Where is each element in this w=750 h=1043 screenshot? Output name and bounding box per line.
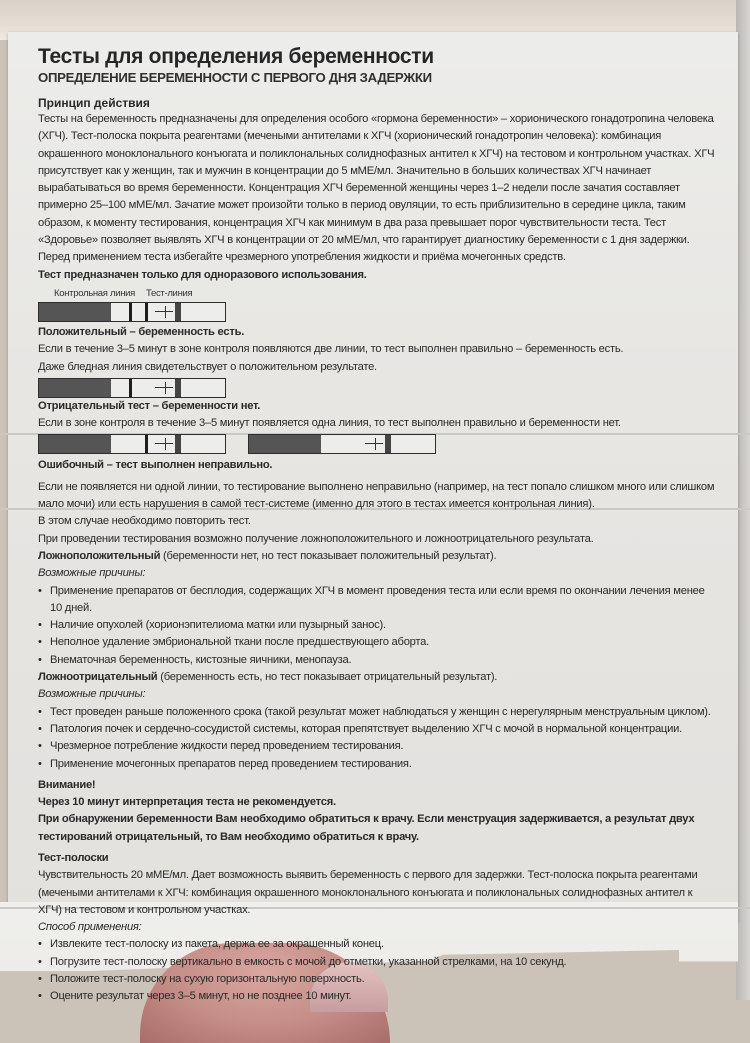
invalid-text-2: В этом случае необходимо повторить тест. xyxy=(38,515,251,528)
control-line xyxy=(129,379,132,397)
test-line xyxy=(145,303,148,321)
window-edge xyxy=(175,303,181,321)
false-positive-causes-label: Возможные причины: xyxy=(38,567,146,580)
principle-heading: Принцип действия xyxy=(38,96,150,110)
test-line-label: Тест-линия xyxy=(146,287,193,299)
warning-text-1: Через 10 минут интерпретация теста не рекомендуется. xyxy=(38,796,336,809)
list-item: • Патология почек и сердечно-сосудистой системы, которая препятствует выделению ХГЧ с мочой в нормальной концентрации. xyxy=(38,721,718,738)
strip-handle xyxy=(39,379,111,397)
strips-heading: Тест-полоски xyxy=(38,851,109,864)
list-item: • Оцените результат через 3–5 минут, но не позднее 10 минут. xyxy=(38,988,718,1005)
strips-text: Чувствительность 20 мМЕ/мл. Дает возможность выявить беременность с первого для задержки. Тест-полоска покрыта реагентами (мечеными антителами к ХГЧ: комбинация окрашенного моноклонального конъюгата и поликлональных солиднофазных антител к ХГЧ) на тестовом и контрольном участках. xyxy=(38,869,698,916)
leaflet-content xyxy=(38,40,718,1006)
box-edge xyxy=(736,0,750,1000)
test-strip-negative xyxy=(38,378,226,398)
positive-heading: Положительный – беременность есть. xyxy=(38,325,245,338)
test-strip-positive xyxy=(38,302,226,322)
list-item: • Неполное удаление эмбриональной ткани после предшествующего аборта. xyxy=(38,634,718,651)
arrow-mark xyxy=(165,382,166,394)
window-edge xyxy=(175,435,181,453)
list-item: • Применение препаратов от бесплодия, содержащих ХГЧ в момент проведения теста или если время по окончании лечения менее 10 дней. xyxy=(38,583,718,618)
false-positive-line xyxy=(38,548,718,565)
control-line-label: Контрольная линия xyxy=(54,287,136,299)
arrow-mark xyxy=(155,443,173,444)
negative-heading: Отрицательный тест – беременности нет. xyxy=(38,399,261,412)
list-item: • Погрузите тест-полоску вертикально в емкость с мочой до отметки, указанной стрелками, на 10 секунд. xyxy=(38,954,718,971)
arrow-mark xyxy=(365,443,383,444)
window-edge xyxy=(175,379,181,397)
strip-labels xyxy=(38,288,718,302)
false-negative-causes xyxy=(38,704,718,773)
test-strip-invalid-1 xyxy=(38,434,226,454)
arrow-mark xyxy=(155,311,173,312)
list-item: • Извлеките тест-полоску из пакета, держа ее за окрашенный конец. xyxy=(38,936,718,953)
control-line xyxy=(129,303,132,321)
negative-text-1: Если в зоне контроля в течение 3–5 минут появляется одна линия, то тест выполнен правильно и беременности нет. xyxy=(38,417,621,430)
false-negative-causes-label: Возможные причины: xyxy=(38,688,146,701)
strip-handle xyxy=(249,435,321,453)
test-line xyxy=(145,435,148,453)
list-item: • Положите тест-полоску на сухую горизонтальную поверхность. xyxy=(38,971,718,988)
test-strip-invalid-2 xyxy=(248,434,436,454)
invalid-heading: Ошибочный – тест выполнен неправильно. xyxy=(38,459,273,472)
page-title: Тесты для определения беременности xyxy=(38,45,434,68)
strip-handle xyxy=(39,303,111,321)
arrow-mark xyxy=(165,306,166,318)
positive-text-2: Даже бледная линия свидетельствует о положительном результате. xyxy=(38,360,377,373)
arrow-mark xyxy=(165,438,166,450)
list-item: • Чрезмерное потребление жидкости перед проведением тестирования. xyxy=(38,738,718,755)
warning-text-2: При обнаружении беременности Вам необходимо обратиться к врачу. Если менструация задерживается, а результат двух тестирований отрицательный, то Вам необходимо обратиться к врачу. xyxy=(38,813,695,843)
single-use-note: Тест предназначен только для одноразового использования. xyxy=(38,268,367,281)
window-edge xyxy=(385,435,391,453)
false-negative-desc: (беременность есть, но тест показывает отрицательный результат). xyxy=(157,671,498,684)
diagram-positive xyxy=(38,288,718,322)
principle-text: Тесты на беременность предназначены для определения особого «гормона беременности» – хорионического гонадотропина человека (ХГЧ). Тест-полоска покрыта реагентами (мечеными антителами к ХГЧ (хорионический гонадотропин человека): комбинация окрашенного моноклонального конъюгата и поликлональных солиднофазных антител к ХГЧ) на тестовом и контрольном участках. ХГЧ присутствует как у женщин, так и мужчин в концентрации до 5 мМЕ/мл. Значительно в больших количествах ХГЧ начинает вырабатываться во время беременности. Концентрация ХГЧ беременной женщины через 1–2 недели после зачатия составляет примерно 25–100 мМЕ/мл. Зачатие может произойти только в период овуляции, то есть приблизительно в середине цикла, таким образом, к моменту тестирования, концентрация ХГЧ как минимум в два раза превышает порог чувствительности теста. Тест «Здоровье» позволяет выявлять ХГЧ в концентрации от 20 мМЕ/мл, что гарантирует диагностику беременности с 1 дня задержки. Перед применением теста избегайте чрезмерного употребления жидкости и приёма мочегонных средств. xyxy=(38,113,715,264)
usage-label: Способ применения: xyxy=(38,921,142,934)
invalid-text-3: При проведении тестирования возможно получение ложноположительного и ложноотрицательного результата. xyxy=(38,532,594,545)
arrow-mark xyxy=(375,438,376,450)
false-positive-causes xyxy=(38,583,718,669)
positive-text-1: Если в течение 3–5 минут в зоне контроля появляются две линии, то тест выполнен правильно – беременность есть. xyxy=(38,343,624,356)
false-negative-term: Ложноотрицательный xyxy=(38,671,158,684)
warning-heading: Внимание! xyxy=(38,778,96,791)
list-item: • Наличие опухолей (хорионэпителиома матки или пузырный занос). xyxy=(38,617,718,634)
false-negative-line xyxy=(38,669,718,686)
false-positive-term: Ложноположительный xyxy=(38,549,161,562)
list-item: • Применение мочегонных препаратов перед проведением тестирования. xyxy=(38,756,718,773)
list-item: • Внематочная беременность, кистозные яичники, менопауза. xyxy=(38,652,718,669)
diagram-invalid xyxy=(38,434,718,454)
page-subtitle: ОПРЕДЕЛЕНИЕ БЕРЕМЕННОСТИ С ПЕРВОГО ДНЯ ЗАДЕРЖКИ xyxy=(38,70,432,85)
invalid-text-1: Если не появляется ни одной линии, то тестирование выполнено неправильно (например, на тест попало слишком много или слишком мало мочи) или есть нарушения в самой тест-системе (именно для этого в тестах имеется контрольная линия). xyxy=(38,480,715,511)
arrow-mark xyxy=(155,387,173,388)
list-item: • Тест проведен раньше положенного срока (такой результат может наблюдаться у женщин с нерегулярным менструальным циклом). xyxy=(38,704,718,721)
strip-handle xyxy=(39,435,111,453)
false-positive-desc: (беременности нет, но тест показывает положительный результат). xyxy=(160,549,497,562)
usage-steps xyxy=(38,936,718,1005)
